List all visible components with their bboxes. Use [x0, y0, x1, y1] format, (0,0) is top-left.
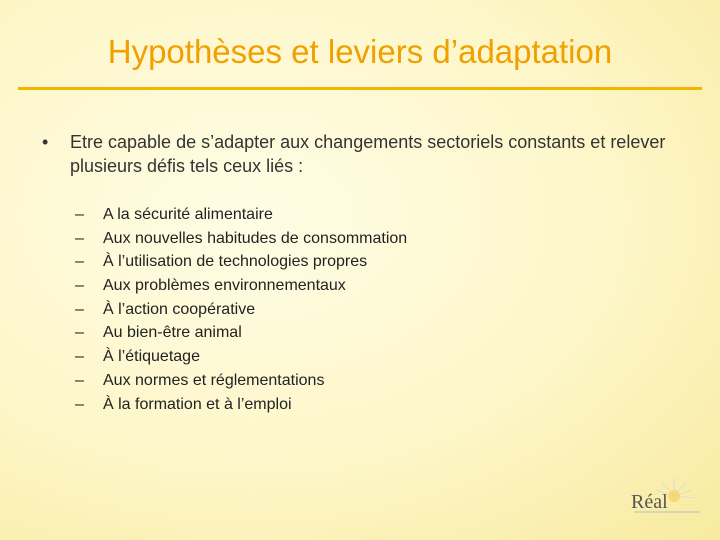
dash-marker: –	[75, 371, 84, 389]
list-item-text: A la sécurité alimentaire	[103, 206, 273, 223]
list-item-text: À la formation et à l’emploi	[103, 395, 292, 413]
slide-title: Hypothèses et leviers d’adaptation	[107, 33, 613, 70]
list-item-text: À l’étiquetage	[103, 348, 200, 366]
dash-marker: –	[75, 300, 84, 318]
dash-marker: –	[75, 206, 84, 223]
list-item-text: À l’action coopérative	[103, 300, 256, 318]
list-item-text: Aux nouvelles habitudes de consommation	[103, 229, 408, 247]
dash-marker: –	[75, 348, 84, 366]
logo-lettering: Réal	[631, 491, 668, 513]
list-item-text: Aux normes et réglementations	[103, 371, 325, 389]
dash-marker: –	[75, 324, 84, 342]
dash-marker: –	[75, 395, 84, 413]
list-item-text: Aux problèmes environnementaux	[103, 277, 346, 295]
title-divider	[18, 87, 702, 90]
dash-marker: –	[75, 253, 84, 271]
real-logo-icon	[628, 474, 704, 516]
dash-marker: –	[75, 277, 84, 295]
bullet-marker: •	[42, 132, 49, 152]
bullet-text: Etre capable de s’adapter aux changements sectoriels constants et relever plusieurs défis tels ceux liés :	[70, 132, 666, 176]
dash-marker: –	[75, 229, 84, 247]
list-item-text: Au bien-être animal	[103, 324, 242, 342]
list-item-text: À l’utilisation de technologies propres	[103, 253, 368, 271]
